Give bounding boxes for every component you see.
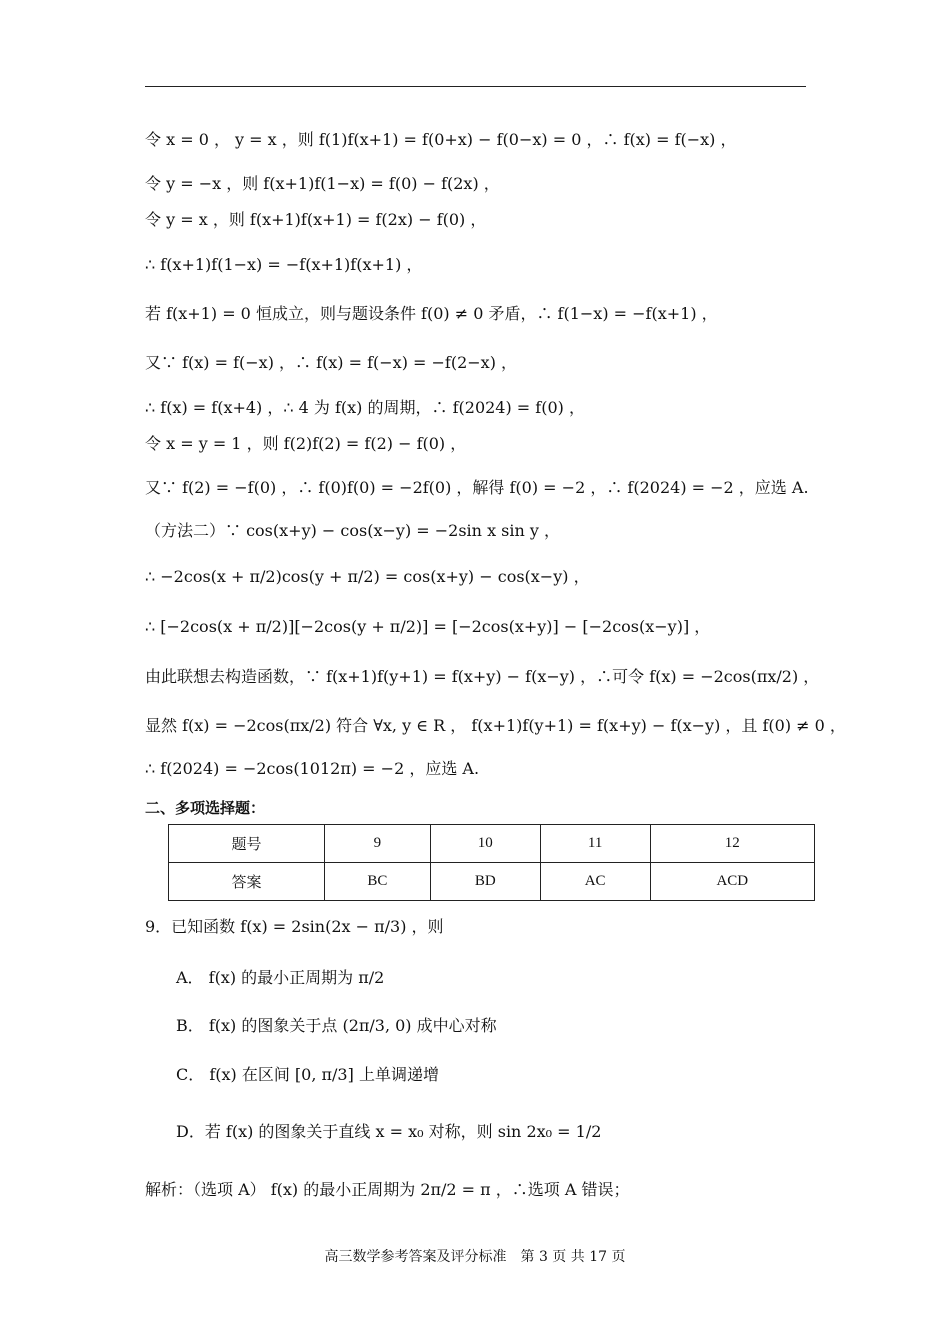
option-a: A． f(x) 的最小正周期为 π/2 [176, 968, 385, 987]
text-line: 若 f(x+1) = 0 恒成立，则与题设条件 f(0) ≠ 0 矛盾，∴ f(1−x) = −f(x+1) ， [145, 304, 718, 323]
text-line: ∴ [−2cos(x + π/2)][−2cos(y + π/2)] = [−2cos(x+y)] − [−2cos(x−y)] ， [145, 617, 711, 636]
table-cell: 12 [650, 825, 814, 863]
table-cell: BC [325, 863, 431, 901]
text-line: （方法二）∵ cos(x+y) − cos(x−y) = −2sin x sin y ， [145, 521, 561, 540]
text-line: 令 y = x ，则 f(x+1)f(x+1) = f(2x) − f(0) ， [145, 210, 487, 229]
header-rule [145, 86, 806, 87]
answer-table [168, 824, 815, 901]
text-line: ∴ f(x+1)f(1−x) = −f(x+1)f(x+1) ， [145, 255, 423, 274]
table-row [169, 863, 815, 901]
question-stem: 9．已知函数 f(x) = 2sin(2x − π/3) ，则 [145, 917, 444, 936]
table-row [169, 825, 815, 863]
text-line: 令 y = −x ，则 f(x+1)f(1−x) = f(0) − f(2x) ， [145, 174, 500, 193]
text-line: ∴ f(2024) = −2cos(1012π) = −2 ，应选 A. [145, 759, 480, 778]
table-cell: 11 [540, 825, 650, 863]
table-header-label: 题号 [169, 825, 325, 863]
table-cell: 9 [325, 825, 431, 863]
analysis-text: 解析：（选项 A） f(x) 的最小正周期为 2π/2 = π ，∴选项 A 错误； [145, 1180, 630, 1199]
option-b: B． f(x) 的图象关于点 (2π/3, 0) 成中心对称 [176, 1016, 497, 1035]
page-footer: 高三数学参考答案及评分标准 第 3 页 共 17 页 [324, 1249, 626, 1265]
text-line: ∴ f(x) = f(x+4) ，∴ 4 为 f(x) 的周期，∴ f(2024) = f(0) ， [145, 398, 585, 417]
section-title: 二、多项选择题： [145, 799, 266, 817]
table-cell: ACD [650, 863, 814, 901]
table-cell: BD [430, 863, 540, 901]
text-line: 又∵ f(x) = f(−x) ，∴ f(x) = f(−x) = −f(2−x) ， [145, 353, 518, 372]
text-line: ∴ −2cos(x + π/2)cos(y + π/2) = cos(x+y) − cos(x−y) ， [145, 567, 590, 586]
text-line: 由此联想去构造函数，∵ f(x+1)f(y+1) = f(x+y) − f(x−y) ，∴可令 f(x) = −2cos(πx/2) ， [145, 667, 820, 686]
text-line: 令 x = y = 1 ，则 f(2)f(2) = f(2) − f(0) ， [145, 434, 467, 453]
option-d: D．若 f(x) 的图象关于直线 x = x₀ 对称，则 sin 2x₀ = 1/2 [176, 1122, 602, 1141]
text-line: 又∵ f(2) = −f(0) ，∴ f(0)f(0) = −2f(0) ，解得 f(0) = −2 ，∴ f(2024) = −2 ，应选 A. [145, 478, 809, 497]
option-c: C． f(x) 在区间 [0, π/3] 上单调递增 [176, 1065, 439, 1084]
table-cell: AC [540, 863, 650, 901]
text-line: 显然 f(x) = −2cos(πx/2) 符合 ∀x, y ∈ R ， f(x+1)f(y+1) = f(x+y) − f(x−y) ，且 f(0) ≠ 0 ， [145, 716, 846, 735]
table-cell: 10 [430, 825, 540, 863]
table-answer-label: 答案 [169, 863, 325, 901]
text-line: 令 x = 0 ， y = x ，则 f(1)f(x+1) = f(0+x) − f(0−x) = 0 ，∴ f(x) = f(−x) ， [145, 130, 737, 149]
